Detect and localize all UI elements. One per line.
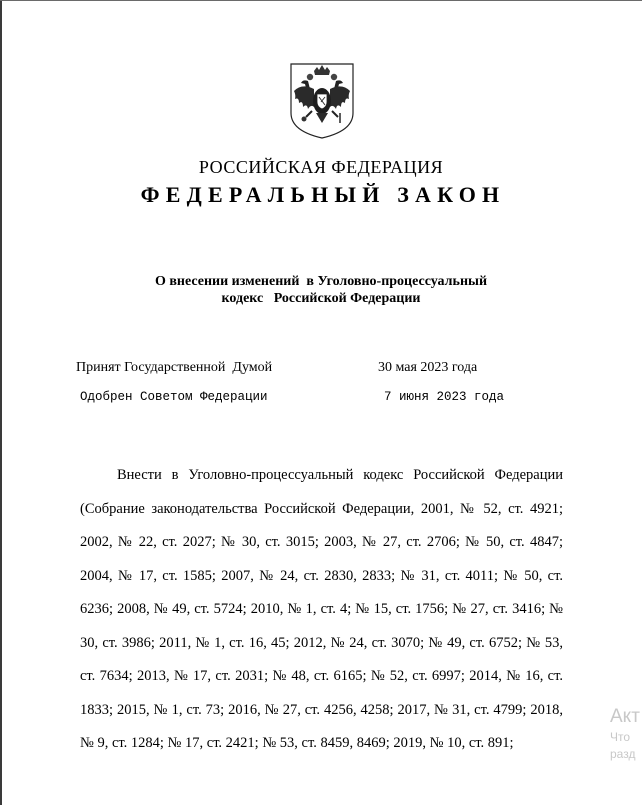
watermark-line-2: разд	[610, 747, 636, 761]
law-title-line-2: кодекс Российской Федерации	[221, 291, 421, 306]
top-page-border	[0, 0, 642, 1]
law-title-line-1: О внесении изменений в Уголовно-процессуальный	[154, 274, 488, 289]
country-heading: РОССИЙСКАЯ ФЕДЕРАЦИЯ	[198, 157, 444, 177]
duma-adoption-label: Принят Государственной Думой	[76, 360, 273, 375]
law-title	[0, 273, 642, 307]
duma-adoption-date: 30 мая 2023 года	[378, 360, 478, 375]
windows-activation-watermark	[610, 705, 640, 763]
document-type-heading: ФЕДЕРАЛЬНЫЙ ЗАКОН	[140, 182, 506, 207]
council-approval-date: 7 июня 2023 года	[384, 390, 505, 404]
council-approval-label: Одобрен Советом Федерации	[80, 390, 268, 404]
russian-coat-of-arms-icon	[290, 63, 354, 139]
amendment-paragraph	[80, 459, 563, 761]
amendment-paragraph-text: Внести в Уголовно-процессуальный кодекс Российской Федерации (Собрание законодательства Российской Федерации, 2001, № 52, ст. 4921; 2002, № 22, ст. 2027; № 30, ст. 3015; 2003, № 27, ст. 2706; № 50, ст. 4847; 2004, № 17, ст. 1585; 2007, № 24, ст. 2830, 2833; № 31, ст. 4011; № 50, ст. 6236; 2008, № 49, ст. 5724; 2010, № 1, ст. 4; № 15, ст. 1756; № 27, ст. 3416; № 30, ст. 3986; 2011, № 1, ст. 16, 45; 2012, № 24, ст. 3070; № 49, ст. 6752; № 53, ст. 7634; 2013, № 17, ст. 2031; № 48, ст. 6165; № 52, ст. 6997; 2014, № 16, ст. 1833; 2015, № 1, ст. 73; 2016, № 27, ст. 4256, 4258; 2017, № 31, ст. 4799; 2018, № 9, ст. 1284; № 17, ст. 2421; № 53, ст. 8459, 8469; 2019, № 10, ст. 891;	[80, 467, 563, 751]
watermark-line-1: Что	[610, 730, 631, 744]
watermark-title: Акт	[610, 706, 640, 727]
left-page-border	[0, 0, 2, 805]
